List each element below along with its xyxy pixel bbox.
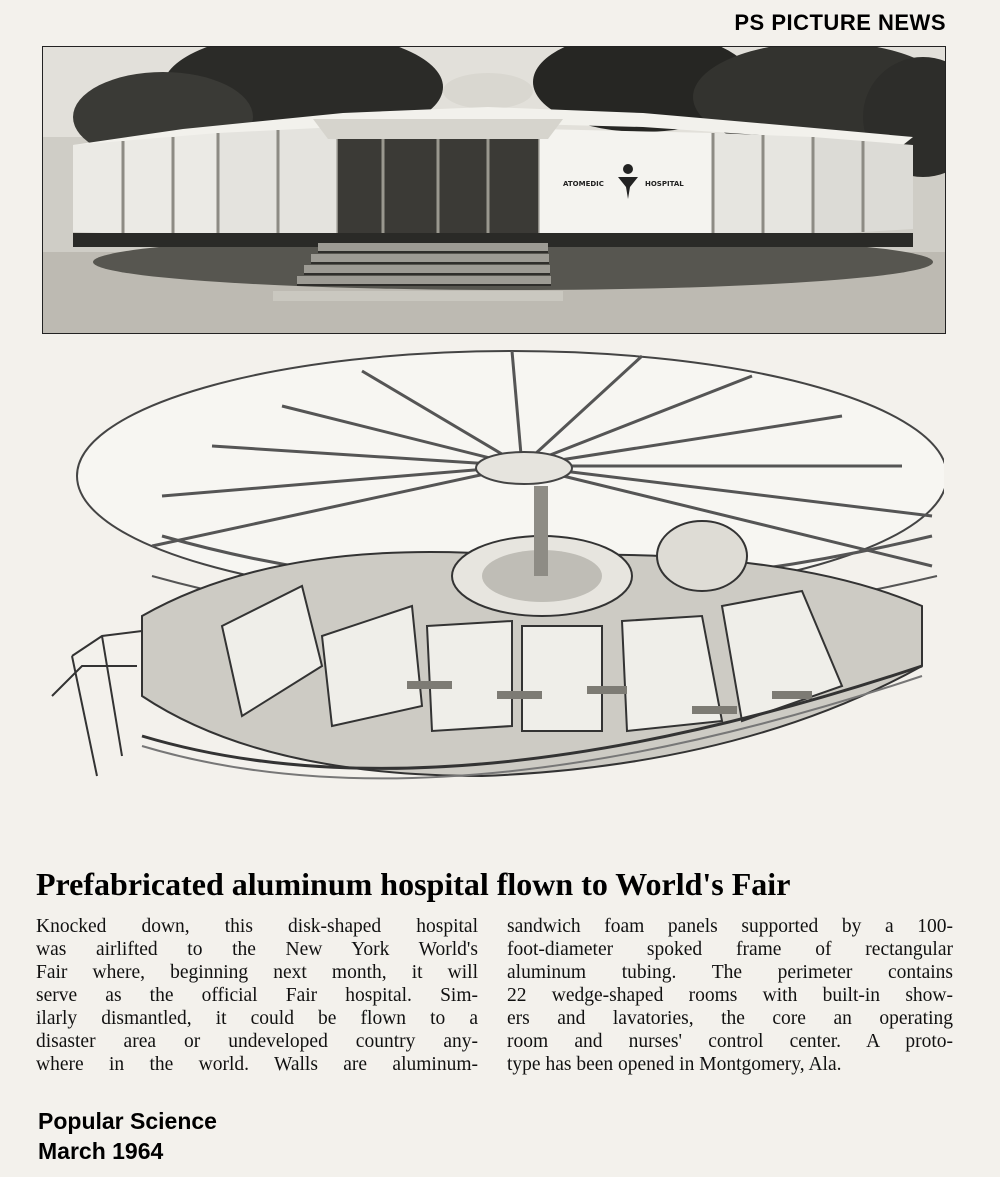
body-line: serve as the official Fair hospital. Sim- — [36, 985, 478, 1006]
body-line: where in the world. Walls are aluminum- — [36, 1054, 478, 1075]
body-line: room and nurses' control center. A proto- — [507, 1031, 953, 1052]
sign-left-text: ATOMEDIC — [563, 180, 604, 188]
publication-name: Popular Science — [38, 1108, 217, 1134]
body-line: ers and lavatories, the core an operating — [507, 1008, 953, 1029]
body-column-right — [507, 915, 953, 1076]
body-line: ilarly dismantled, it could be flown to a — [36, 1008, 478, 1029]
body-line: type has been opened in Montgomery, Ala. — [507, 1054, 842, 1075]
body-line: aluminum tubing. The perimeter contains — [507, 962, 953, 983]
headline: Prefabricated aluminum hospital flown to World's Fair — [36, 866, 791, 902]
body-line: sandwich foam panels supported by a 100- — [507, 916, 953, 937]
body-line: 22 wedge-shaped rooms with built-in show- — [507, 985, 953, 1006]
hospital-photograph — [42, 46, 946, 334]
body-line: Knocked down, this disk-shaped hospital — [36, 916, 478, 937]
sign-right-text: HOSPITAL — [645, 180, 684, 188]
body-line: disaster area or undeveloped country any- — [36, 1031, 478, 1052]
body-line: Fair where, beginning next month, it will — [36, 962, 478, 983]
body-line: was airlifted to the New York World's — [36, 939, 478, 960]
cutaway-illustration — [42, 336, 944, 844]
publication-date: March 1964 — [38, 1138, 164, 1164]
source-credit — [38, 1106, 217, 1166]
body-line: foot-diameter spoked frame of rectangular — [507, 939, 953, 960]
section-label: PS PICTURE NEWS — [734, 10, 946, 35]
body-column-left — [36, 915, 478, 1076]
